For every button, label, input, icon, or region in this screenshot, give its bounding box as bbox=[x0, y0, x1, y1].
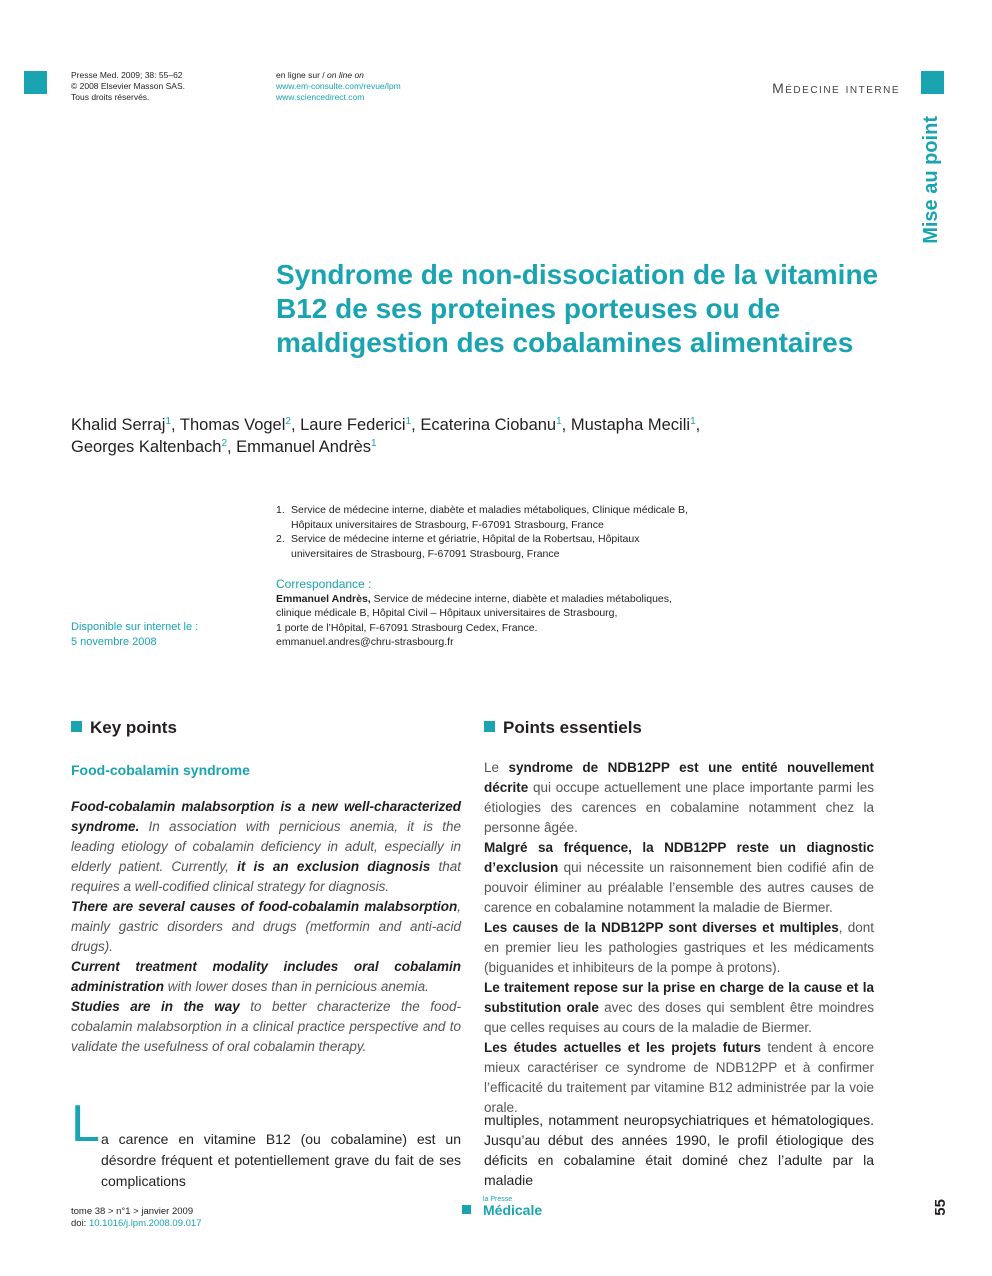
copyright-line: © 2008 Elsevier Masson SAS. bbox=[71, 81, 185, 91]
doi-link[interactable]: 10.1016/j.lpm.2008.09.017 bbox=[88, 1218, 202, 1229]
author: Emmanuel Andrès$^1$ bbox=[236, 438, 377, 456]
points-essentiels-heading: Points essentiels bbox=[484, 718, 642, 738]
affiliation-item: 1. Service de médecine interne, diabète et maladies métaboliques, Clinique médicale B, Hôpitaux universitaires de Strasbourg, F-67091 Strasbourg, France bbox=[276, 504, 688, 531]
correspondence-address-line: 1 porte de l’Hôpital, F-67091 Strasbourg Cedex, France. bbox=[276, 621, 538, 634]
heading-square-icon bbox=[484, 721, 495, 732]
page-number: 55 bbox=[932, 1199, 949, 1216]
section-label: Médecine interne bbox=[772, 80, 900, 96]
logo-square-icon bbox=[462, 1205, 471, 1214]
key-point: There are several causes of food-cobalamin malabsorption, mainly gastric disorders and drugs (metformin and anti-acid drugs). bbox=[71, 899, 461, 954]
essential-point: Les études actuelles et les projets futurs tendent à encore mieux caractériser ce syndrome de NDB12PP et à confirmer l’efficacité du traitement par vitamine B12 administrée par la voie orale. bbox=[484, 1040, 874, 1115]
heading-square-icon bbox=[71, 721, 82, 732]
citation bbox=[71, 70, 185, 103]
article-type-label: Mise au point bbox=[920, 116, 942, 244]
body-paragraph: a carence en vitamine B12 (ou cobalamine) est un désordre fréquent et potentiellement grave du fait de ses complications bbox=[101, 1131, 461, 1189]
issue-info: tome 38 > n°1 > janvier 2009 bbox=[71, 1206, 194, 1217]
corner-square-left bbox=[24, 71, 47, 94]
essential-point: Les causes de la NDB12PP sont diverses et multiples, dont en premier lieu les pathologies gastriques et les médicaments (biguanides et inhibiteurs de la pompe à protons). bbox=[484, 920, 875, 975]
key-points-heading: Key points bbox=[71, 718, 177, 738]
body-text-left bbox=[71, 1095, 461, 1192]
key-points-body bbox=[71, 797, 461, 1057]
author: Laure Federici$^1$, bbox=[300, 416, 421, 434]
author: Mustapha Mecili$^1$, bbox=[570, 416, 701, 434]
online-links bbox=[276, 70, 401, 103]
key-point: Studies are in the way to better characterize the food-cobalamin malabsorption in a clinical practice perspective and to validate the usefulness of oral cobalamin therapy. bbox=[71, 999, 462, 1054]
drop-cap: L bbox=[71, 1095, 100, 1153]
author-list bbox=[71, 414, 771, 458]
citation-line: Presse Med. 2009; 38: 55–62 bbox=[71, 70, 183, 80]
points-essentiels-body bbox=[484, 758, 874, 1118]
availability-date: 5 novembre 2008 bbox=[71, 636, 157, 648]
correspondence-address-line: clinique médicale B, Hôpital Civil – Hôpitaux universitaires de Strasbourg, bbox=[276, 607, 618, 619]
online-label: en ligne sur / on line on bbox=[276, 70, 364, 80]
rights-line: Tous droits réservés. bbox=[71, 92, 150, 102]
author: Thomas Vogel$^2$, bbox=[179, 416, 301, 434]
doi-line: doi: 10.1016/j.lpm.2008.09.017 bbox=[71, 1218, 202, 1229]
correspondence bbox=[276, 577, 716, 650]
author: Ecaterina Ciobanu$^1$, bbox=[420, 416, 571, 434]
footer-issue bbox=[71, 1206, 201, 1230]
correspondence-address-line: Emmanuel Andrès, Service de médecine interne, diabète et maladies métaboliques, bbox=[276, 592, 672, 605]
em-consulte-link[interactable]: www.em-consulte.com/revue/lpm bbox=[276, 81, 401, 91]
affiliation-item: 2. Service de médecine interne et gériatrie, Hôpital de la Robertsau, Hôpitaux universitaires de Strasbourg, F-67091 Strasbourg, France bbox=[276, 533, 640, 560]
affiliation-list bbox=[276, 503, 696, 561]
essential-point: Le traitement repose sur la prise en charge de la cause et la substitution orale avec des doses qui semblent être moindres que celles requises au cours de la maladie de Biermer. bbox=[484, 980, 874, 1035]
correspondence-label: Correspondance : bbox=[276, 577, 372, 591]
key-points-subheading: Food-cobalamin syndrome bbox=[71, 762, 250, 778]
logo-small-text: la Presse bbox=[483, 1196, 513, 1203]
key-point: Current treatment modality includes oral cobalamin administration with lower doses than in pernicious anemia. bbox=[71, 959, 461, 994]
essential-point: Le syndrome de NDB12PP est une entité nouvellement décrite qui occupe actuellement une place importante parmi les étiologies des carences en cobalamine notamment chez la personne âgée. bbox=[484, 760, 874, 835]
availability-label: Disponible sur internet le : bbox=[71, 621, 199, 633]
author: Khalid Serraj$^1$, bbox=[71, 416, 180, 434]
article-title: Syndrome de non-dissociation de la vitamine B12 de ses proteines porteuses ou de maldigestion des cobalamines alimentaires bbox=[276, 259, 879, 358]
logo-main-text: Médicale bbox=[483, 1202, 543, 1218]
key-point: Food-cobalamin malabsorption is a new well-characterized syndrome. In association with pernicious anemia, it is the leading etiology of cobalamin deficiency in adult, especially in elderly patient. Currently, it is an exclusion diagnosis that requires a well-codified clinical strategy for diagnosis. bbox=[71, 799, 461, 894]
journal-logo bbox=[462, 1196, 572, 1220]
essential-point: Malgré sa fréquence, la NDB12PP reste un diagnostic d’exclusion qui nécessite un raisonnement bien codifié afin de pouvoir éliminer au préalable l’ensemble des autres causes de carence en cobalamine notamment la maladie de Biermer. bbox=[484, 840, 874, 915]
author: Georges Kaltenbach$^2$, bbox=[71, 438, 237, 456]
corner-square-right bbox=[921, 71, 944, 94]
sciencedirect-link[interactable]: www.sciencedirect.com bbox=[276, 92, 365, 102]
correspondence-email[interactable]: emmanuel.andres@chru-strasbourg.fr bbox=[276, 636, 454, 648]
body-text-right: multiples, notamment neuropsychiatriques et hématologiques. Jusqu’au début des années 1990, le profil étiologique des déficits en cobalamine était dominé chez l’adulte par la maladie bbox=[484, 1112, 874, 1188]
availability-info bbox=[71, 620, 198, 650]
